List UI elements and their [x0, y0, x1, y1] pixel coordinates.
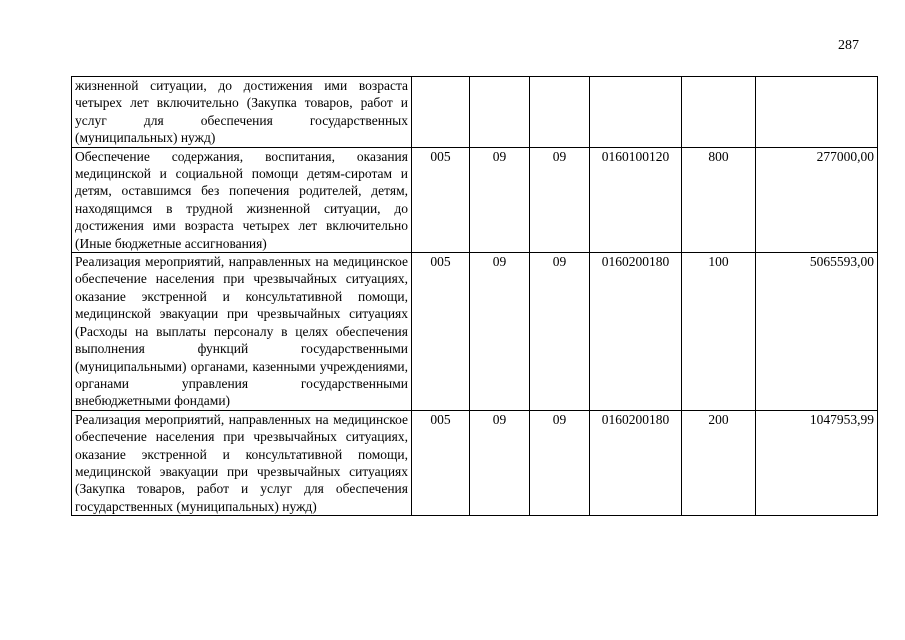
expense-description: Реализация мероприятий, направленных на медицинское обеспечение населения при чрезвычайных ситуациях, оказание экстренной и консультативной помощи, медицинской эвакуации при чрезвычайных ситуациях (Закупка товаров, работ и услуг для обеспечения государственных (муниципальных) нужд)	[72, 410, 412, 515]
expense-type-code: 200	[682, 410, 756, 515]
ministry-code	[412, 77, 470, 148]
target-article-code: 0160200180	[590, 253, 682, 411]
subsection-code: 09	[530, 147, 590, 252]
section-code	[470, 77, 530, 148]
amount-value: 1047953,99	[756, 410, 878, 515]
expense-description: Реализация мероприятий, направленных на медицинское обеспечение населения при чрезвычайных ситуациях, оказание экстренной и консультативной помощи, медицинской эвакуации при чрезвычайных ситуациях (Расходы на выплаты персоналу в целях обеспечения выполнения функций государственными (муниципальными) органами, казенными учреждениями, органами управления государственными внебюджетными фондами)	[72, 253, 412, 411]
expense-type-code: 800	[682, 147, 756, 252]
section-code: 09	[470, 410, 530, 515]
expense-type-code	[682, 77, 756, 148]
table-row	[72, 147, 878, 252]
section-code: 09	[470, 147, 530, 252]
subsection-code: 09	[530, 410, 590, 515]
ministry-code: 005	[412, 410, 470, 515]
table-row	[72, 410, 878, 515]
expense-type-code: 100	[682, 253, 756, 411]
section-code: 09	[470, 253, 530, 411]
ministry-code: 005	[412, 253, 470, 411]
target-article-code	[590, 77, 682, 148]
amount-value: 277000,00	[756, 147, 878, 252]
target-article-code: 0160200180	[590, 410, 682, 515]
table-row	[72, 253, 878, 411]
ministry-code: 005	[412, 147, 470, 252]
target-article-code: 0160100120	[590, 147, 682, 252]
table-row	[72, 77, 878, 148]
expense-description: жизненной ситуации, до достижения ими возраста четырех лет включительно (Закупка товаров, работ и услуг для обеспечения государственных (муниципальных) нужд)	[72, 77, 412, 148]
amount-value: 5065593,00	[756, 253, 878, 411]
expense-description: Обеспечение содержания, воспитания, оказания медицинской и социальной помощи детям-сиротам и детям, оставшимся без попечения родителей, детям, находящимся в трудной жизненной ситуации, до достижения ими возраста четырех лет включительно (Иные бюджетные ассигнования)	[72, 147, 412, 252]
amount-value	[756, 77, 878, 148]
budget-table	[71, 76, 878, 516]
page-number: 287	[838, 38, 859, 53]
subsection-code	[530, 77, 590, 148]
subsection-code: 09	[530, 253, 590, 411]
